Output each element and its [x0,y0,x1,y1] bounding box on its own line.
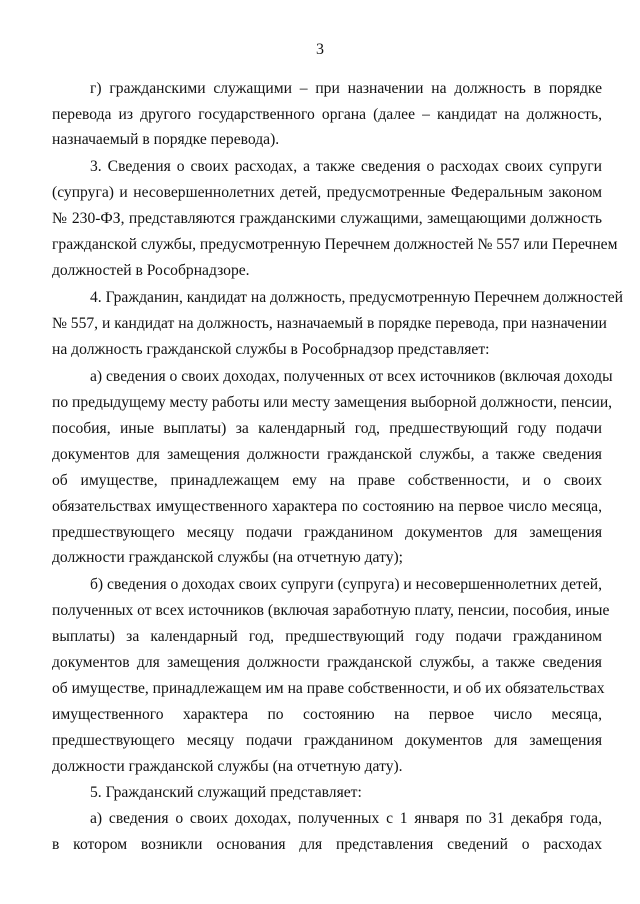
text-line: г) гражданскими служащими – при назначении на должность в порядке [90,80,602,97]
text-line: должности гражданской службы (на отчетную дату). [52,758,403,775]
page-number: 3 [316,41,324,58]
text-line: гражданской службы, предусмотренную Перечнем должностей № 557 или Перечнем [52,236,618,253]
text-line: 5. Гражданский служащий представляет: [90,784,362,801]
text-line: имущественного характера по состоянию на первое число месяца, [52,706,602,723]
text-line: № 230-ФЗ, представляются гражданскими служащими, замещающими должность [52,210,602,227]
text-line: перевода из другого государственного органа (далее – кандидат на должность, [52,106,602,123]
text-line: об имуществе, принадлежащем им на праве собственности, и об их обязательствах [52,680,605,697]
text-line: должности гражданской службы (на отчетную дату); [52,549,404,566]
text-line: полученных от всех источников (включая заработную плату, пенсии, пособия, иные [52,602,610,619]
text-line: назначаемый в порядке перевода). [52,131,280,148]
text-line: обязательствах имущественного характера по состоянию на первое число месяца, [52,498,602,515]
text-line: б) сведения о доходах своих супруги (супруга) и несовершеннолетних детей, [90,576,602,593]
text-line: документов для замещения должности гражданской службы, а также сведения [52,654,602,671]
text-line: выплаты) за календарный год, предшествующий году подачи гражданином [52,628,602,645]
text-line: предшествующего месяцу подачи гражданином документов для замещения [52,524,602,541]
text-line: на должность гражданской службы в Рособрнадзор представляет: [52,341,490,358]
text-line: (супруга) и несовершеннолетних детей, предусмотренные Федеральным законом [52,184,602,201]
text-line: документов для замещения должности гражданской службы, а также сведения [52,446,602,463]
text-line: по предыдущему месту работы или месту замещения выборной должности, пенсии, [52,394,613,411]
text-line: об имуществе, принадлежащем ему на праве собственности, и о своих [52,472,602,489]
text-line: пособия, иные выплаты) за календарный год, предшествующий году подачи [52,420,602,437]
text-line: 4. Гражданин, кандидат на должность, предусмотренную Перечнем должностей [90,289,624,306]
text-line: № 557, и кандидат на должность, назначаемый в порядке перевода, при назначении [52,315,607,332]
text-line: должностей в Рособрнадзоре. [52,262,250,279]
text-line: в котором возникли основания для представления сведений о расходах [52,836,602,853]
text-line: 3. Сведения о своих расходах, а также сведения о расходах своих супруги [90,158,602,175]
text-line: а) сведения о своих доходах, полученных от всех источников (включая доходы [90,368,613,385]
text-line: а) сведения о своих доходах, полученных с 1 января по 31 декабря года, [90,810,602,827]
text-line: предшествующего месяцу подачи гражданином документов для замещения [52,732,602,749]
